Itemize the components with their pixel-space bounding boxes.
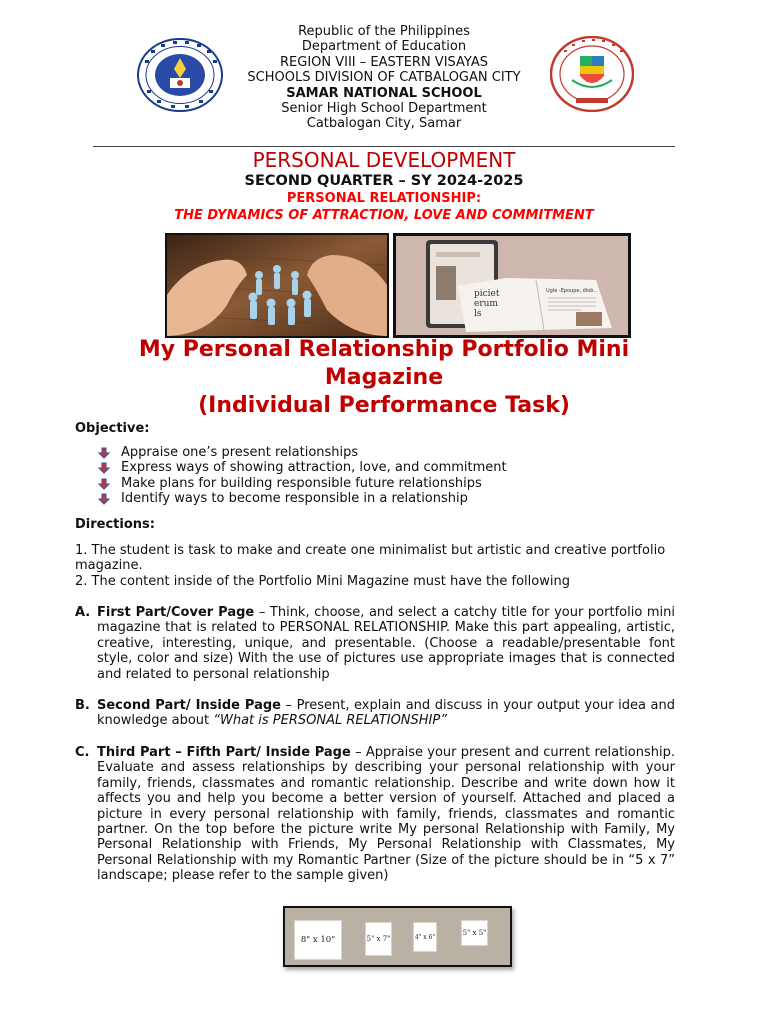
school-header bbox=[0, 24, 768, 132]
objective-item-text: Express ways of showing attraction, love, and commitment bbox=[121, 460, 507, 476]
part-c-heading: Third Part – Fifth Part/ Inside Page bbox=[97, 745, 351, 760]
part-a-text: – Think, choose, and select a catchy title for your portfolio mini magazine that is related to PERSONAL RELATIONSHIP. Make this part appealing, artistic, creative, interesting, unique, and presentable. (Choose a readable/presentable font style, color and size) With the use of pictures use appropriate images that is connected and related to personal relationship bbox=[97, 605, 675, 682]
part-c-letter: C. bbox=[75, 745, 90, 760]
bullet-arrow-icon bbox=[98, 462, 110, 474]
objective-item bbox=[98, 445, 507, 460]
header-department: Department of Education bbox=[301, 39, 467, 55]
objective-list bbox=[98, 445, 507, 507]
header-shs: Senior High School Department bbox=[281, 101, 487, 117]
part-a-heading: First Part/Cover Page bbox=[97, 605, 255, 620]
magazine-mid-text-3: ls bbox=[474, 309, 482, 319]
header-divider bbox=[93, 146, 675, 147]
header-city: Catbalogan City, Samar bbox=[306, 116, 462, 132]
part-c bbox=[75, 745, 675, 884]
bullet-arrow-icon bbox=[98, 493, 110, 505]
objective-item bbox=[98, 476, 507, 491]
objective-item-text: Appraise one’s present relationships bbox=[121, 445, 359, 460]
picture-size-sample-image bbox=[283, 906, 512, 967]
magazine-mid-text-1: piciet bbox=[474, 289, 500, 299]
part-a bbox=[75, 605, 675, 682]
objective-item bbox=[98, 460, 507, 475]
task-title bbox=[0, 336, 768, 420]
magazine-mockup-image bbox=[393, 233, 631, 338]
subject-title: PERSONAL DEVELOPMENT bbox=[252, 148, 516, 172]
directions-item-2: 2. The content inside of the Portfolio Mini Magazine must have the following bbox=[75, 574, 570, 589]
frame-size-label: 5" x 7" bbox=[365, 922, 392, 956]
frame-size-label: 8" x 10" bbox=[294, 920, 342, 960]
topic-subtitle: THE DYNAMICS OF ATTRACTION, LOVE AND COMMITMENT bbox=[174, 208, 594, 223]
objective-item bbox=[98, 491, 507, 506]
header-republic: Republic of the Philippines bbox=[298, 24, 470, 39]
header-region: REGION VIII – EASTERN VISAYAS bbox=[280, 54, 488, 70]
objective-label: Objective: bbox=[75, 421, 150, 436]
bullet-arrow-icon bbox=[98, 478, 110, 490]
part-c-text: – Appraise your present and current relationship. Evaluate and assess relationships by describing your personal relationship with your family, friends, classmates and romantic relationship. Describe and write down how it affects you and help you become a better version of yourself. Attached and placed a picture in every personal relationship with family, friends, classmates and romantic partner. On the top before the picture write My personal Relationship with Family, My Personal Relationship with Friends, My Personal Relationship with Classmates, My Personal Relationship with my Romantic Partner (Size of the picture should be in “5 x 7” landscape; please refer to the sample given) bbox=[97, 745, 675, 884]
part-b-text: – Present, explain and discuss in your output your idea and knowledge about bbox=[97, 698, 676, 729]
topic-title: PERSONAL RELATIONSHIP: bbox=[286, 191, 482, 206]
part-b bbox=[75, 698, 675, 729]
magazine-left-text: Ugle -Epoupe, dlob.. bbox=[546, 288, 597, 294]
objective-item-text: Make plans for building responsible future relationships bbox=[121, 475, 482, 491]
task-title-line2: Magazine bbox=[324, 365, 444, 390]
header-school: SAMAR NATIONAL SCHOOL bbox=[286, 85, 482, 101]
part-b-quote: “What is PERSONAL RELATIONSHIP” bbox=[213, 713, 447, 729]
part-b-letter: B. bbox=[75, 698, 90, 713]
part-a-letter: A. bbox=[75, 605, 91, 620]
part-b-heading: Second Part/ Inside Page bbox=[97, 698, 281, 713]
quarter-label: SECOND QUARTER – SY 2024-2025 bbox=[244, 173, 524, 189]
objective-item-text: Identify ways to become responsible in a relationship bbox=[121, 491, 468, 507]
bullet-arrow-icon bbox=[98, 447, 110, 459]
magazine-mid-text-2: erum bbox=[474, 299, 498, 309]
header-division: SCHOOLS DIVISION OF CATBALOGAN CITY bbox=[247, 70, 521, 86]
frame-size-label: 5" x 5" bbox=[461, 920, 488, 946]
directions-item-1: 1. The student is task to make and create one minimalist but artistic and creative portfolio magazine. bbox=[75, 543, 666, 574]
frame-size-label: 4" x 6" bbox=[413, 922, 437, 952]
deped-seal-logo bbox=[137, 38, 223, 112]
school-seal-logo bbox=[550, 36, 634, 112]
task-title-line1: My Personal Relationship Portfolio Mini bbox=[138, 337, 630, 362]
task-title-line3: (Individual Performance Task) bbox=[198, 393, 570, 418]
hands-paper-people-image bbox=[165, 233, 389, 338]
directions-label: Directions: bbox=[75, 517, 155, 532]
